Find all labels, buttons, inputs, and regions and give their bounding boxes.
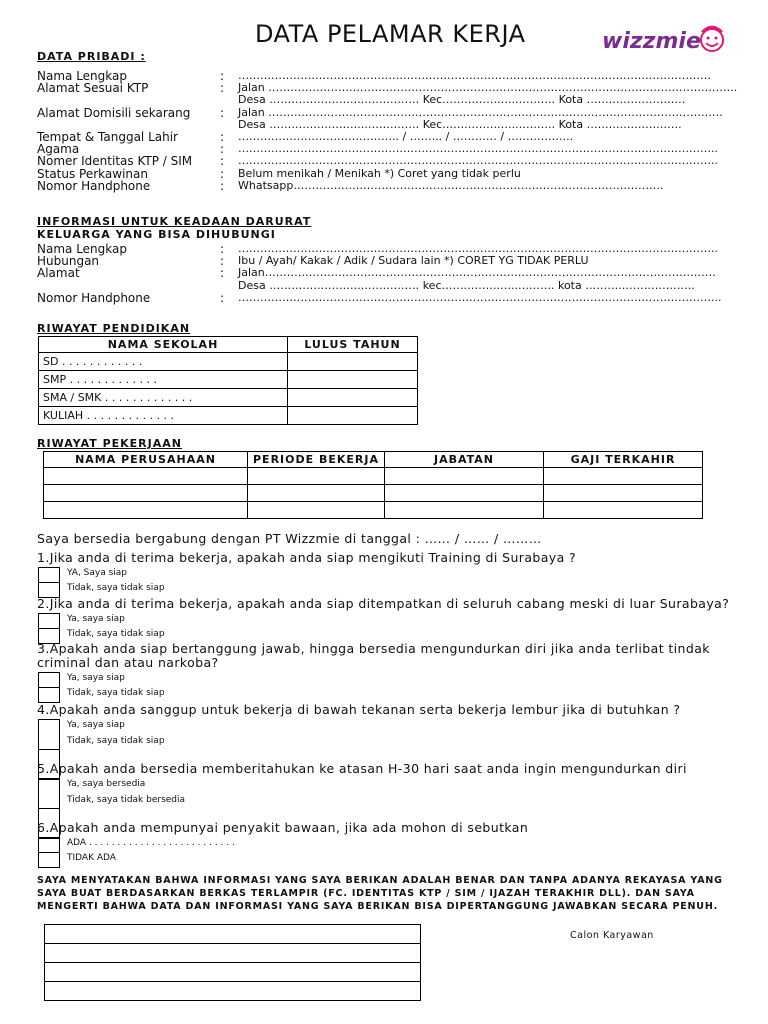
field-label: Tempat & Tanggal Lahir	[37, 130, 178, 144]
question-text: criminal dan atau narkoba?	[37, 655, 219, 670]
answer-checkbox[interactable]	[38, 613, 60, 629]
field-colon: :	[220, 130, 225, 144]
salary-cell[interactable]	[544, 485, 703, 502]
signature-line[interactable]	[45, 982, 421, 1001]
salary-cell[interactable]	[544, 468, 703, 485]
period-cell[interactable]	[248, 468, 385, 485]
field-label: Alamat	[37, 266, 80, 281]
company-cell[interactable]	[44, 485, 248, 502]
answer-option-label: Tidak, saya tidak siap	[67, 688, 165, 698]
field-colon: :	[220, 266, 225, 281]
column-header: JABATAN	[385, 452, 544, 468]
answer-option-label: Tidak, saya tidak siap	[67, 583, 165, 593]
answer-checkbox[interactable]	[38, 778, 60, 809]
question-text: 6.Apakah anda mempunyai penyakit bawaan, jika ada mohon di sebutkan	[37, 820, 529, 835]
field-label: Nomor Handphone	[37, 178, 151, 193]
page-title: DATA PELAMAR KERJA	[255, 20, 526, 48]
answer-option-label: YA, Saya siap	[67, 568, 128, 578]
company-cell[interactable]	[44, 468, 248, 485]
answer-option-label: Ya, saya siap	[67, 614, 125, 624]
field-colon: :	[220, 178, 225, 193]
field-colon: :	[220, 242, 225, 256]
field-colon: :	[220, 69, 225, 83]
table-row	[44, 485, 703, 502]
field-value[interactable]: …………………………………………………………………………………………………………………...	[238, 290, 722, 304]
field-value[interactable]: Desa ……………………..…………… kec…………….…..………. kota ……….………………..	[238, 278, 695, 292]
column-header: PERIODE BEKERJA	[248, 452, 385, 468]
section-subheading-keluarga: KELUARGA YANG BISA DIHUBUNGI	[37, 228, 276, 241]
answer-checkbox[interactable]	[38, 672, 60, 688]
field-value[interactable]: Jalan …………………………………………………………………………………………………………….	[238, 105, 723, 119]
year-cell[interactable]	[288, 371, 418, 389]
section-heading-pribadi: DATA PRIBADI :	[37, 50, 146, 63]
join-date-statement: Saya bersedia bergabung dengan PT Wizzmie di tanggal : …… / …… / ………	[37, 531, 542, 546]
field-label: Alamat Domisili sekarang	[37, 105, 191, 120]
school-cell[interactable]: SD . . . . . . . . . . . .	[39, 353, 288, 371]
table-row	[39, 371, 418, 389]
position-cell[interactable]	[385, 502, 544, 519]
answer-checkbox[interactable]	[38, 837, 60, 853]
field-value[interactable]: …………………………………………………………………………………………………………………..	[238, 142, 718, 156]
wizzmie-logo	[600, 20, 730, 60]
school-cell[interactable]: SMA / SMK . . . . . . . . . . . . .	[39, 389, 288, 407]
field-colon: :	[220, 142, 225, 157]
pekerjaan-table	[43, 451, 703, 519]
field-label: Nomer Identitas KTP / SIM	[37, 154, 193, 169]
pendidikan-table	[38, 336, 418, 425]
declaration-line: MENGERTI BAHWA DATA DAN INFORMASI YANG SAYA BERIKAN BISA DIPERTANGGUNG JAWABKAN SECARA PENUH.	[37, 901, 718, 912]
field-value[interactable]: Whatsapp………………………………………………………………………………………..	[238, 178, 664, 192]
column-header: LULUS TAHUN	[288, 337, 418, 353]
section-heading-darurat: INFORMASI UNTUK KEADAAN DARURAT	[37, 215, 312, 228]
field-value[interactable]: Belum menikah / Menikah *) Coret yang tidak perlu	[238, 166, 521, 180]
signature-line[interactable]	[45, 925, 421, 944]
declaration-line: SAYA BUAT BERDASARKAN BERKAS TERLAMPIR (FC. IDENTITAS KTP / SIM / IJAZAH TERAKHIR DLL). DAN SAYA	[37, 888, 695, 899]
answer-option-label: Ya, saya siap	[67, 673, 125, 683]
question-text: 3.Apakah anda siap bertanggung jawab, hingga bersedia mengundurkan diri jika anda terlibat tindak	[37, 641, 710, 656]
answer-option-label: TIDAK ADA	[67, 853, 116, 863]
answer-checkbox[interactable]	[38, 852, 60, 868]
table-row	[44, 468, 703, 485]
answer-option-label: Tidak, saya tidak bersedia	[67, 795, 186, 805]
field-value[interactable]: Jalan……………………………………………………………………………………………………………	[238, 266, 716, 280]
declaration-line: SAYA MENYATAKAN BAHWA INFORMASI YANG SAYA BERIKAN ADALAH BENAR DAN TANPA ADANYA REKAYASA YANG	[37, 875, 723, 886]
field-label: Nama Lengkap	[37, 69, 127, 83]
position-cell[interactable]	[385, 468, 544, 485]
field-value[interactable]: Jalan ………………………………………………………………………………………………………………..	[238, 81, 738, 95]
company-cell[interactable]	[44, 502, 248, 519]
table-row	[39, 389, 418, 407]
signature-line[interactable]	[45, 963, 421, 982]
field-colon: :	[220, 105, 225, 120]
signature-label: Calon Karyawan	[570, 930, 654, 941]
field-colon: :	[220, 254, 225, 269]
answer-option-label: Ya, saya siap	[67, 720, 125, 730]
field-label: Agama	[37, 142, 80, 157]
year-cell[interactable]	[288, 407, 418, 425]
question-text: 4.Apakah anda sanggup untuk bekerja di bawah tekanan serta bekerja lembur jika di butuhkan ?	[37, 702, 681, 717]
field-label: Nama Lengkap	[37, 242, 127, 256]
period-cell[interactable]	[248, 502, 385, 519]
field-value[interactable]: …………………………………………………………………………………………………………………..	[238, 242, 718, 255]
school-cell[interactable]: SMP . . . . . . . . . . . . .	[39, 371, 288, 389]
answer-checkbox[interactable]	[38, 567, 60, 583]
field-colon: :	[220, 166, 225, 181]
column-header: GAJI TERKAHIR	[544, 452, 703, 468]
position-cell[interactable]	[385, 485, 544, 502]
year-cell[interactable]	[288, 353, 418, 371]
table-row	[39, 407, 418, 425]
field-value[interactable]: …………………………………….. / ……... / ………… / ……………...	[238, 130, 574, 143]
field-value[interactable]: …………………………………………………………………………………………………………………	[238, 69, 711, 82]
question-text: 5.Apakah anda bersedia memberitahukan ke atasan H-30 hari saat anda ingin mengundurkan diri	[37, 761, 687, 776]
field-label: Nomor Handphone	[37, 290, 151, 305]
period-cell[interactable]	[248, 485, 385, 502]
field-value[interactable]: Desa ……………………..…………… Kec…………….…..………. Kota ……….……………..	[238, 93, 686, 107]
answer-option-label: Tidak, saya tidak siap	[67, 629, 165, 639]
answer-checkbox[interactable]	[38, 687, 60, 703]
field-label: Hubungan	[37, 254, 100, 269]
section-heading-pendidikan: RIWAYAT PENDIDIKAN	[37, 322, 191, 335]
field-value[interactable]: …………………………………………………………………………………………………………………..	[238, 154, 718, 168]
signature-line[interactable]	[45, 944, 421, 963]
field-value[interactable]: Desa ……………………..…………… Kec…………….…..………. Kota ……….…………….	[238, 117, 682, 131]
answer-option-label: ADA . . . . . . . . . . . . . . . . . . . . . . . . . .	[67, 838, 235, 848]
answer-checkbox[interactable]	[38, 719, 60, 750]
question-text: 2.Jika anda di terima bekerja, apakah anda siap ditempatkan di seluruh cabang meski di luar Surabaya?	[37, 596, 730, 611]
answer-option-label: Tidak, saya tidak siap	[67, 736, 165, 746]
section-heading-pekerjaan: RIWAYAT PEKERJAAN	[37, 437, 182, 450]
signature-box	[44, 924, 421, 1001]
field-label: Status Perkawinan	[37, 166, 148, 181]
year-cell[interactable]	[288, 389, 418, 407]
field-colon: :	[220, 290, 225, 305]
table-row	[39, 353, 418, 371]
answer-option-label: Ya, saya bersedia	[67, 779, 146, 789]
column-header: NAMA SEKOLAH	[39, 337, 288, 353]
school-cell[interactable]: KULIAH . . . . . . . . . . . . .	[39, 407, 288, 425]
table-row	[44, 502, 703, 519]
salary-cell[interactable]	[544, 502, 703, 519]
field-colon: :	[220, 154, 225, 169]
column-header: NAMA PERUSAHAAN	[44, 452, 248, 468]
field-label: Alamat Sesuai KTP	[37, 81, 149, 96]
field-colon: :	[220, 81, 225, 96]
field-value[interactable]: Ibu / Ayah/ Kakak / Adik / Sudara lain *) CORET YG TIDAK PERLU	[238, 254, 589, 268]
logo-text: wizzmie	[602, 29, 701, 54]
question-text: 1.Jika anda di terima bekerja, apakah anda siap mengikuti Training di Surabaya ?	[37, 550, 577, 565]
